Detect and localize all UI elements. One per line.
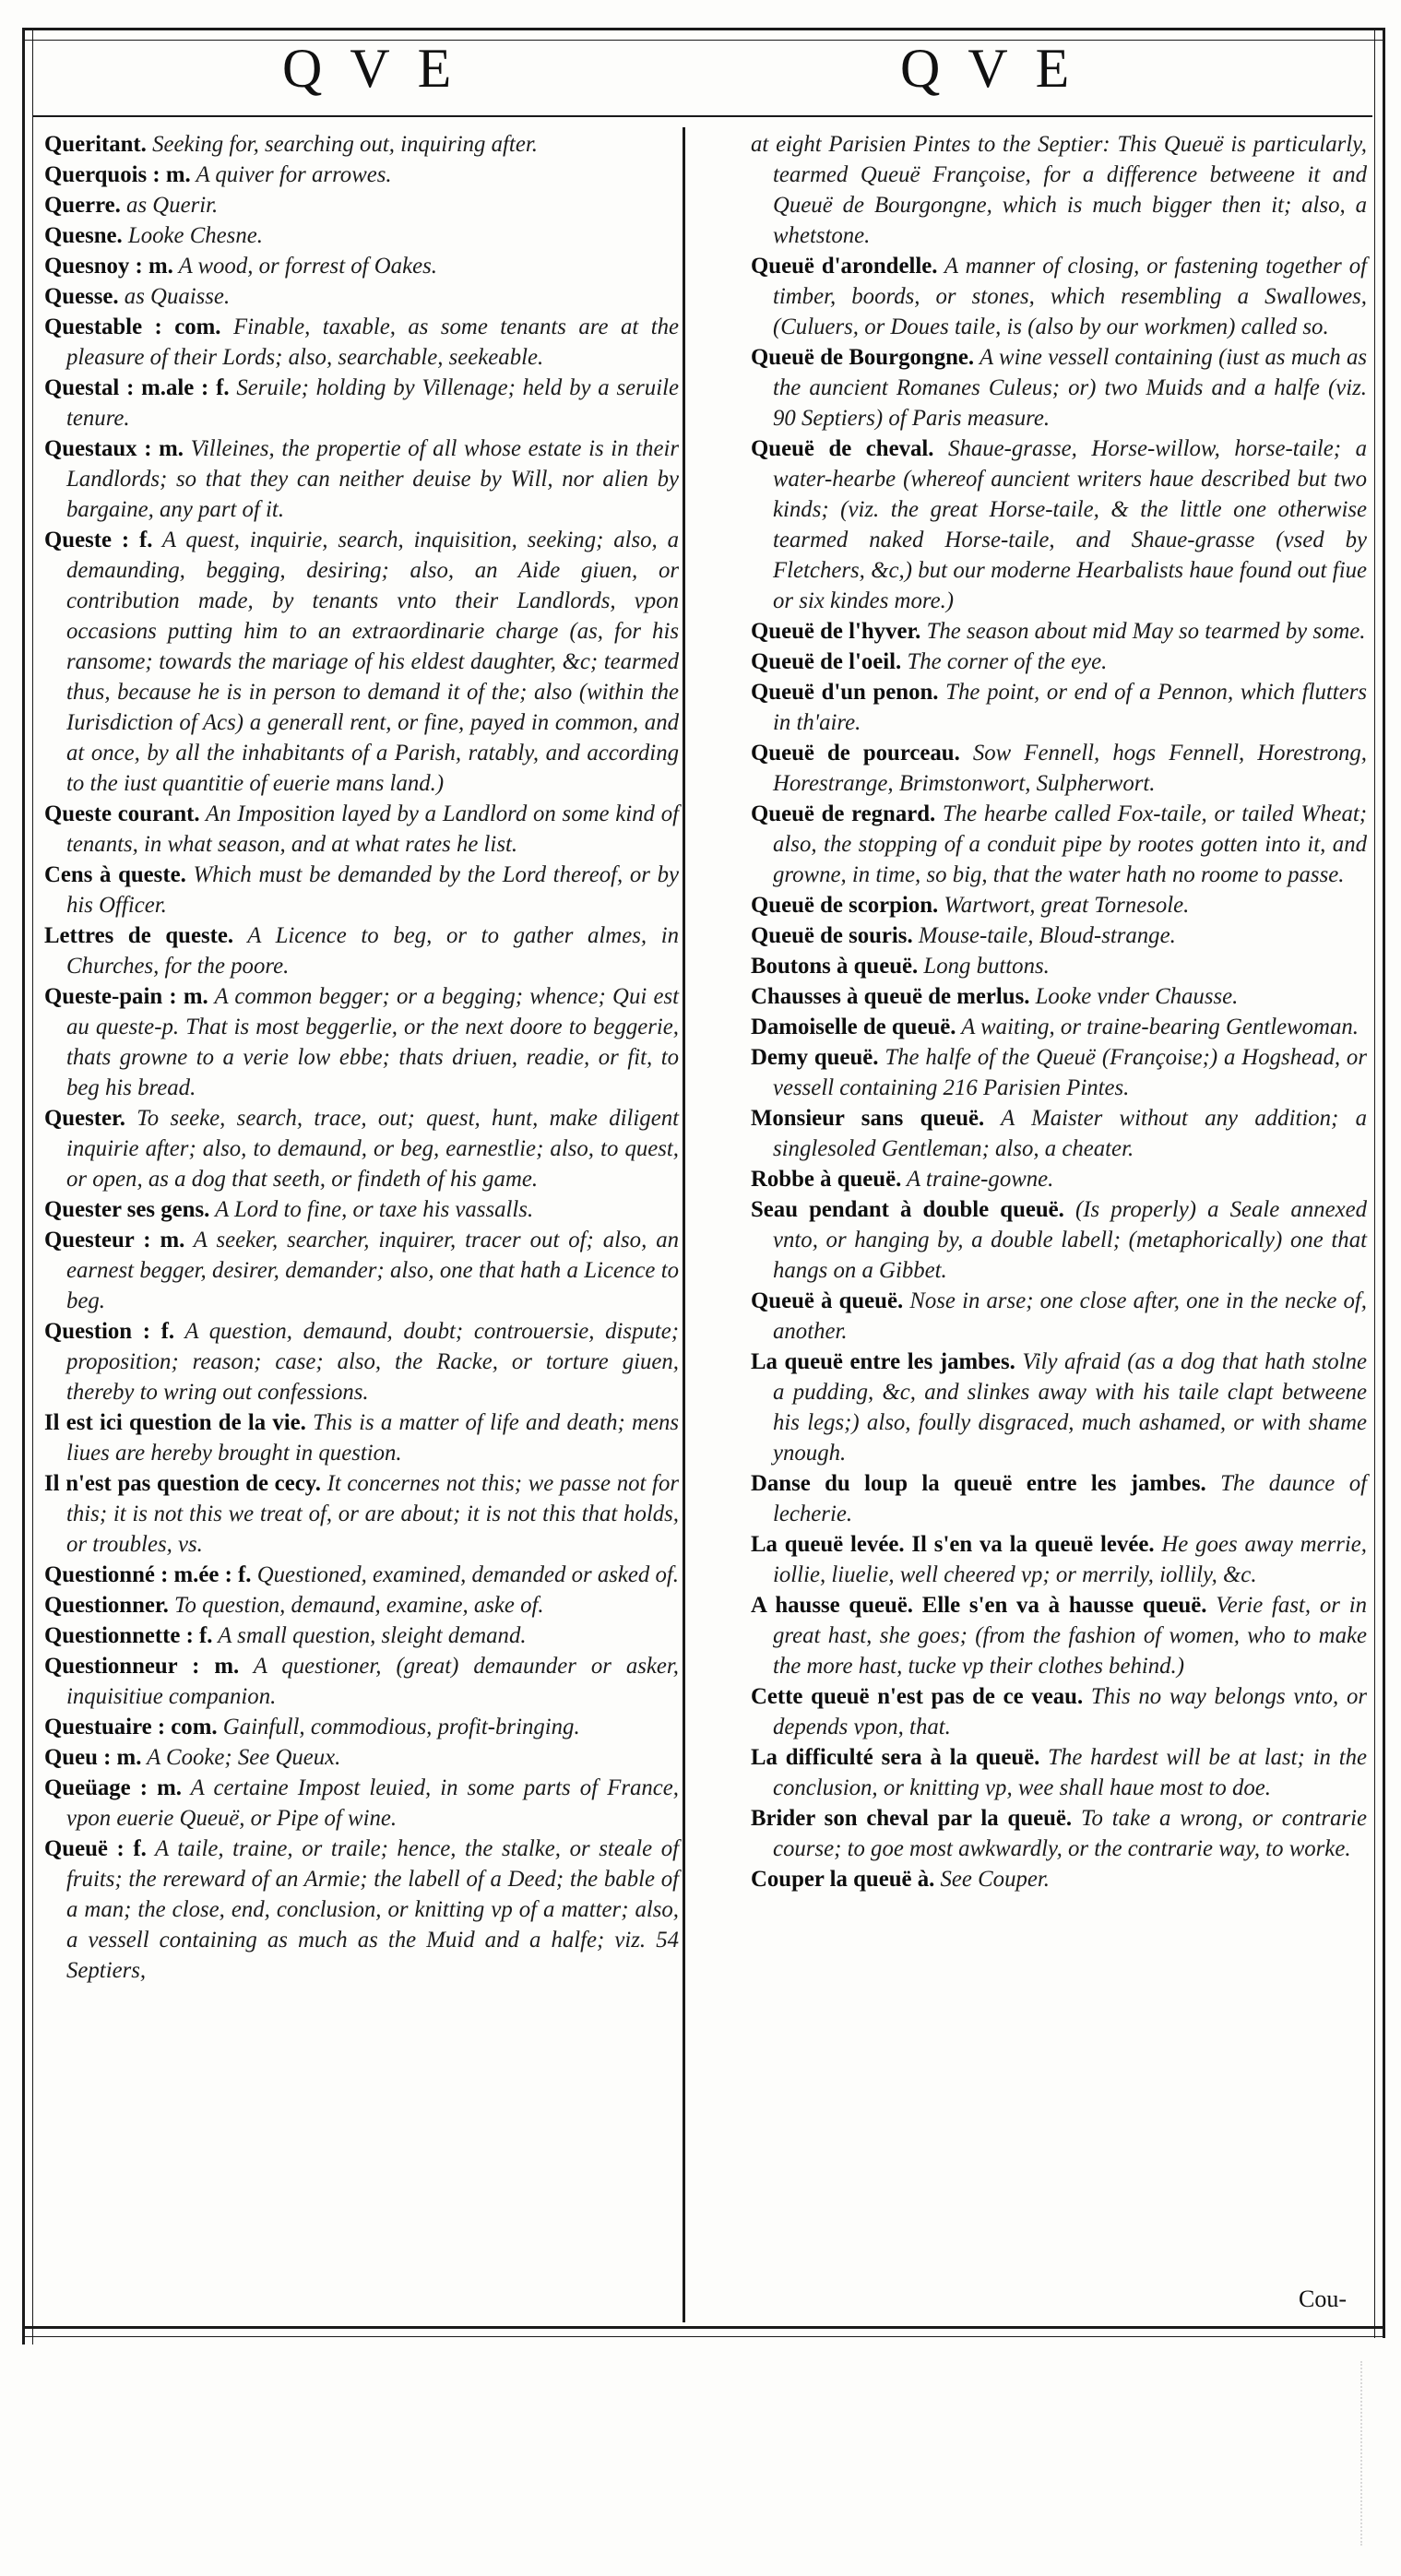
dictionary-entry — [751, 1864, 1367, 1894]
dictionary-entry — [44, 160, 679, 190]
page-frame-bottom-rule — [22, 2326, 1383, 2337]
entry-definition: A waiting, or traine-bearing Gentlewoman. — [956, 1015, 1359, 1039]
entry-definition: Mouse-taile, Bloud-strange. — [912, 923, 1176, 948]
dictionary-entry — [44, 1316, 679, 1407]
dictionary-entry — [44, 860, 679, 920]
entry-definition: as Quaisse. — [118, 284, 231, 309]
entry-headword: Queuë de Bourgongne. — [751, 345, 975, 370]
entry-headword: Couper la queuë à. — [751, 1867, 935, 1892]
dictionary-entry — [751, 1742, 1367, 1803]
entry-headword: Quester. — [44, 1106, 125, 1131]
running-head-left: QVE — [282, 38, 480, 99]
catchword: Cou- — [1299, 2285, 1347, 2312]
dictionary-entry — [44, 190, 679, 220]
dictionary-entry — [44, 1620, 679, 1651]
entry-definition: A wine vessell containing (iust as much as the auncient Romanes Culeus; or) two Muids and a halfe (viz. 90 Septiers) of Paris measure. — [773, 345, 1368, 431]
entry-headword: Seau pendant à double queuë. — [751, 1197, 1064, 1222]
entry-headword: Questionnette : f. — [44, 1623, 213, 1648]
dictionary-entry — [751, 951, 1367, 981]
entry-headword: Chausses à queuë de merlus. — [751, 984, 1030, 1009]
entry-definition: A manner of closing, or fastening together of timber, boords, or stones, which resembling a Swallowes, (Culuers, or Doues taile, is (also by our workmen) called so. — [773, 254, 1367, 339]
page-frame-top-rule — [22, 28, 1383, 41]
dictionary-entry — [751, 1529, 1367, 1590]
dictionary-entry — [751, 799, 1367, 890]
entry-headword: Queuë à queuë. — [751, 1288, 904, 1313]
entry-definition: Which must be demanded by the Lord thereof, or by his Officer. — [66, 862, 679, 918]
dictionary-entry — [44, 525, 679, 799]
dictionary-entry — [751, 738, 1367, 799]
entry-definition: Wartwort, great Tornesole. — [938, 893, 1190, 918]
entry-headword: Cette queuë n'est pas de ce veau. — [751, 1684, 1084, 1709]
entry-headword: Queuë d'un penon. — [751, 680, 939, 705]
entry-headword: Questal : m.ale : f. — [44, 375, 230, 400]
entry-headword: Queu : m. — [44, 1745, 142, 1770]
entry-definition: To question, demaund, examine, aske of. — [168, 1593, 544, 1618]
dictionary-entry — [44, 220, 679, 251]
dictionary-entry — [751, 1012, 1367, 1042]
entry-definition: The point, or end of a Pennon, which flutters in th'aire. — [773, 680, 1367, 735]
dictionary-entry — [751, 1164, 1367, 1194]
entry-headword: Queste : f. — [44, 528, 153, 552]
dictionary-entry — [44, 1773, 679, 1834]
header-rule — [33, 115, 1372, 117]
dictionary-entry — [751, 981, 1367, 1012]
entry-definition: Long buttons. — [918, 954, 1050, 979]
margin-specks — [1360, 2361, 1373, 2546]
dictionary-entry — [751, 677, 1367, 738]
dictionary-entry — [751, 1681, 1367, 1742]
entry-headword: La queuë levée. Il s'en va la queuë levée. — [751, 1532, 1155, 1557]
dictionary-entry — [44, 799, 679, 860]
dictionary-entry — [44, 981, 679, 1103]
dictionary-entry — [44, 1194, 679, 1225]
entry-definition: Villeines, the propertie of all whose estate is in their Landlords; so that they can neither deuise by Will, nor alien by bargaine, any part of it. — [66, 436, 679, 522]
entry-headword: Monsieur sans queuë. — [751, 1106, 985, 1131]
entry-definition: Seruile; holding by Villenage; held by a seruile tenure. — [66, 375, 679, 431]
dictionary-entry — [751, 129, 1367, 251]
entry-headword: Queste courant. — [44, 801, 200, 826]
entry-definition: Nose in arse; one close after, one in the necke of, another. — [773, 1288, 1367, 1344]
right-column — [751, 129, 1367, 1894]
entry-headword: Queüage : m. — [44, 1775, 182, 1800]
dictionary-entry — [44, 281, 679, 312]
entry-definition: A seeker, searcher, inquirer, tracer out of; also, an earnest begger, desirer, demander; also, one that hath a Licence to beg. — [66, 1228, 679, 1313]
entry-headword: Queuë d'arondelle. — [751, 254, 938, 279]
entry-definition: A certaine Impost leuied, in some parts of France, vpon euerie Queuë, or Pipe of wine. — [66, 1775, 679, 1831]
entry-headword: Quesse. — [44, 284, 119, 309]
entry-definition: The corner of the eye. — [901, 649, 1108, 674]
entry-headword: Lettres de queste. — [44, 923, 234, 948]
entry-headword: Boutons à queuë. — [751, 954, 919, 979]
dictionary-entry — [44, 1712, 679, 1742]
dictionary-entry — [44, 920, 679, 981]
entry-headword: Queste-pain : m. — [44, 984, 208, 1009]
entry-headword: Queritant. — [44, 132, 147, 157]
dictionary-entry — [751, 1347, 1367, 1468]
entry-headword: La queuë entre les jambes. — [751, 1349, 1015, 1374]
entry-headword: Brider son cheval par la queuë. — [751, 1806, 1073, 1831]
entry-headword: Danse du loup la queuë entre les jambes. — [751, 1471, 1206, 1496]
dictionary-entry — [751, 1468, 1367, 1529]
dictionary-entry — [44, 1468, 679, 1560]
dictionary-entry — [44, 312, 679, 373]
entry-headword: Questable : com. — [44, 315, 221, 339]
entry-headword: Queuë de cheval. — [751, 436, 934, 461]
dictionary-entry — [751, 1286, 1367, 1347]
entry-headword: Robbe à queuë. — [751, 1167, 902, 1192]
dictionary-entry — [751, 647, 1367, 677]
entry-definition: Questioned, examined, demanded or asked of. — [251, 1562, 679, 1587]
entry-definition: A question, demaund, doubt; controuersie, dispute; proposition; reason; case; also, the Racke, or torture giuen, thereby to wring out confessions. — [66, 1319, 680, 1405]
dictionary-entry — [751, 251, 1367, 342]
entry-definition: The daunce of lecherie. — [773, 1471, 1367, 1526]
entry-headword: Queuë de pourceau. — [751, 741, 960, 766]
dictionary-entry — [751, 433, 1367, 616]
entry-definition: A quest, inquirie, search, inquisition, seeking; also, a demaunding, begging, desiring; also, an Aide giuen, or contribution made, by tenants vnto their Landlords, vpon occasions putting him to an extraordinarie charge (as, for his ransome; towards the mariage of his eldest daughter, &c; tearmed thus, because he is in person to demand it of the; also (within the Iurisdiction of Acs) a generall rent, or fine, payed in common, and at once, by all the inhabitants of a Parish, ratably, and according to the iust quantitie of euerie mans land.) — [66, 528, 679, 796]
entry-definition: (Is properly) a Seale annexed vnto, or hanging by, a double labell; (metaphorically) one that hangs on a Gibbet. — [773, 1197, 1367, 1283]
entry-headword: A hausse queuë. Elle s'en va à hausse queuë. — [751, 1593, 1207, 1618]
entry-definition: To seeke, search, trace, out; quest, hunt, make diligent inquirie after; also, to demaund, or beg, earnestlie; also, to quest, or open, as a dog that seeth, or findeth of his game. — [66, 1106, 679, 1192]
entry-definition: Verie fast, or in great hast, she goes; (from the fashion of women, who to make the more hast, tucke vp their clothes behind.) — [773, 1593, 1367, 1679]
entry-definition: The season about mid May so tearmed by some. — [920, 619, 1366, 644]
entry-headword: Queuë de l'hyver. — [751, 619, 921, 644]
entry-definition: A quiver for arrowes. — [190, 162, 392, 187]
entry-definition: A taile, traine, or traile; hence, the stalke, or steale of fruits; the rereward of an Armie; the labell of a Deed; the bable of a man; the close, end, conclusion, or knitting vp of a matter; also, a vessell containing as much as the Muid and a halfe; viz. 54 Septiers, — [66, 1836, 679, 1983]
entry-headword: Cens à queste. — [44, 862, 186, 887]
dictionary-entry — [44, 1590, 679, 1620]
entry-definition: A Licence to beg, or to gather almes, in Churches, for the poore. — [66, 923, 679, 979]
dictionary-entry — [44, 1560, 679, 1590]
dictionary-entry — [751, 616, 1367, 647]
entry-definition: A Lord to fine, or taxe his vassalls. — [209, 1197, 534, 1222]
entry-definition: A small question, sleight demand. — [212, 1623, 527, 1648]
dictionary-entry — [751, 1194, 1367, 1286]
dictionary-entry — [751, 1803, 1367, 1864]
entry-definition: Looke vnder Chausse. — [1029, 984, 1239, 1009]
entry-definition: The hardest will be at last; in the conclusion, or knitting vp, wee shall haue most to doe. — [773, 1745, 1367, 1800]
entry-definition: Seeking for, searching out, inquiring after. — [146, 132, 538, 157]
column-divider-rule — [683, 127, 685, 2322]
entry-definition: This is a matter of life and death; mens liues are hereby brought in question. — [66, 1410, 679, 1466]
entry-definition: Vily afraid (as a dog that hath stolne a pudding, &c, and slinkes away with his taile clapt betweene his legs;) also, foully disgraced, much ashamed, or with shame ynough. — [773, 1349, 1367, 1466]
dictionary-entry — [751, 890, 1367, 920]
entry-headword: Questaux : m. — [44, 436, 184, 461]
entry-definition: Sow Fennell, hogs Fennell, Horestrong, Horestrange, Brimstonwort, Sulpherwort. — [773, 741, 1367, 796]
entry-headword: Queuë de souris. — [751, 923, 913, 948]
entry-definition: An Imposition layed by a Landlord on some kind of tenants, in what season, and at what rates he list. — [66, 801, 680, 857]
entry-headword: Question : f. — [44, 1319, 175, 1344]
entry-definition: Looke Chesne. — [122, 223, 263, 248]
entry-definition: A common begger; or a begging; whence; Qui est au queste-p. That is most beggerlie, or the next doore to beggerie, thats growne to a verie low ebbe; thats driuen, readie, or fit, to beg his bread. — [66, 984, 679, 1100]
entry-definition: A Maister without any addition; a singlesoled Gentleman; also, a cheater. — [773, 1106, 1368, 1161]
entry-headword: Quesne. — [44, 223, 123, 248]
entry-definition: as Querir. — [120, 193, 219, 218]
entry-headword: Queuë de regnard. — [751, 801, 936, 826]
entry-definition: This no way belongs vnto, or depends vpon, that. — [773, 1684, 1367, 1739]
entry-definition: A traine-gowne. — [901, 1167, 1054, 1192]
entry-headword: Quesnoy : m. — [44, 254, 173, 279]
entry-headword: Questionner. — [44, 1593, 169, 1618]
entry-definition: A wood, or forrest of Oakes. — [172, 254, 437, 279]
page-frame-right-rule — [1374, 28, 1385, 2338]
entry-headword: Demy queuë. — [751, 1045, 879, 1070]
entry-headword: Quester ses gens. — [44, 1197, 210, 1222]
entry-definition: Shaue-grasse, Horse-willow, horse-taile; a water-hearbe (whereof auncient writers haue described but two kinds; (viz. the great Horse-taile, & the little one otherwise tearmed naked Horse-taile, and Shaue-grasse (vsed by Fletchers, &c,) but our moderne Hearbalists haue found out fiue or six kindes more.) — [773, 436, 1367, 613]
entry-headword: Il est ici question de la vie. — [44, 1410, 306, 1435]
dictionary-entry — [44, 1103, 679, 1194]
dictionary-entry — [44, 1834, 679, 1986]
dictionary-entry — [751, 920, 1367, 951]
entry-headword: Queuë de l'oeil. — [751, 649, 902, 674]
entry-definition: A Cooke; See Queux. — [141, 1745, 341, 1770]
entry-headword: Queuë de scorpion. — [751, 893, 939, 918]
left-column — [44, 129, 679, 1986]
dictionary-entry — [751, 342, 1367, 433]
entry-definition: See Couper. — [934, 1867, 1050, 1892]
page-frame-left-rule — [22, 28, 33, 2345]
dictionary-entry — [44, 373, 679, 433]
entry-headword: Questeur : m. — [44, 1228, 185, 1252]
dictionary-entry — [44, 129, 679, 160]
dictionary-entry — [44, 1742, 679, 1773]
dictionary-entry — [751, 1042, 1367, 1103]
entry-headword: Questionné : m.ée : f. — [44, 1562, 252, 1587]
entry-definition: The halfe of the Queuë (Françoise;) a Hogshead, or vessell containing 216 Parisien Pintes. — [773, 1045, 1367, 1100]
entry-headword: Querquois : m. — [44, 162, 191, 187]
entry-headword: Il n'est pas question de cecy. — [44, 1471, 321, 1496]
running-head-right: QVE — [900, 38, 1098, 99]
entry-definition: Finable, taxable, as some tenants are at the pleasure of their Lords; also, searchable, seekeable. — [66, 315, 679, 370]
entry-headword: Querre. — [44, 193, 121, 218]
entry-definition: He goes away merrie, iollie, liuelie, well cheered vp; or merrily, iollily, &c. — [773, 1532, 1367, 1587]
entry-definition: The hearbe called Fox-taile, or tailed Wheat; also, the stopping of a conduit pipe by rootes gotten into it, and growne, in time, so big, that the water hath no roome to passe. — [773, 801, 1367, 887]
entry-headword: La difficulté sera à la queuë. — [751, 1745, 1040, 1770]
entry-definition: To take a wrong, or contrarie course; to goe most awkwardly, or the contrarie way, to worke. — [773, 1806, 1367, 1861]
dictionary-entry — [44, 1651, 679, 1712]
dictionary-entry — [44, 433, 679, 525]
entry-definition: at eight Parisien Pintes to the Septier: This Queuë is particularly, tearmed Queuë Françoise, for a difference betweene it and Queuë de Bourgongne, which is much bigger then it; also, a whetstone. — [751, 132, 1367, 248]
dictionary-entry — [44, 1225, 679, 1316]
entry-headword: Questionneur : m. — [44, 1654, 240, 1679]
entry-definition: Gainfull, commodious, profit-bringing. — [217, 1715, 580, 1739]
dictionary-entry — [751, 1590, 1367, 1681]
entry-headword: Damoiselle de queuë. — [751, 1015, 956, 1039]
entry-headword: Questuaire : com. — [44, 1715, 218, 1739]
entry-headword: Queuë : f. — [44, 1836, 147, 1861]
dictionary-entry — [44, 251, 679, 281]
dictionary-entry — [751, 1103, 1367, 1164]
entry-definition: A questioner, (great) demaunder or asker, inquisitiue companion. — [66, 1654, 680, 1709]
entry-definition: It concernes not this; we passe not for this; it is not this we treat of, or are about; it is not this that holds, or troubles, vs. — [66, 1471, 679, 1557]
dictionary-entry — [44, 1407, 679, 1468]
